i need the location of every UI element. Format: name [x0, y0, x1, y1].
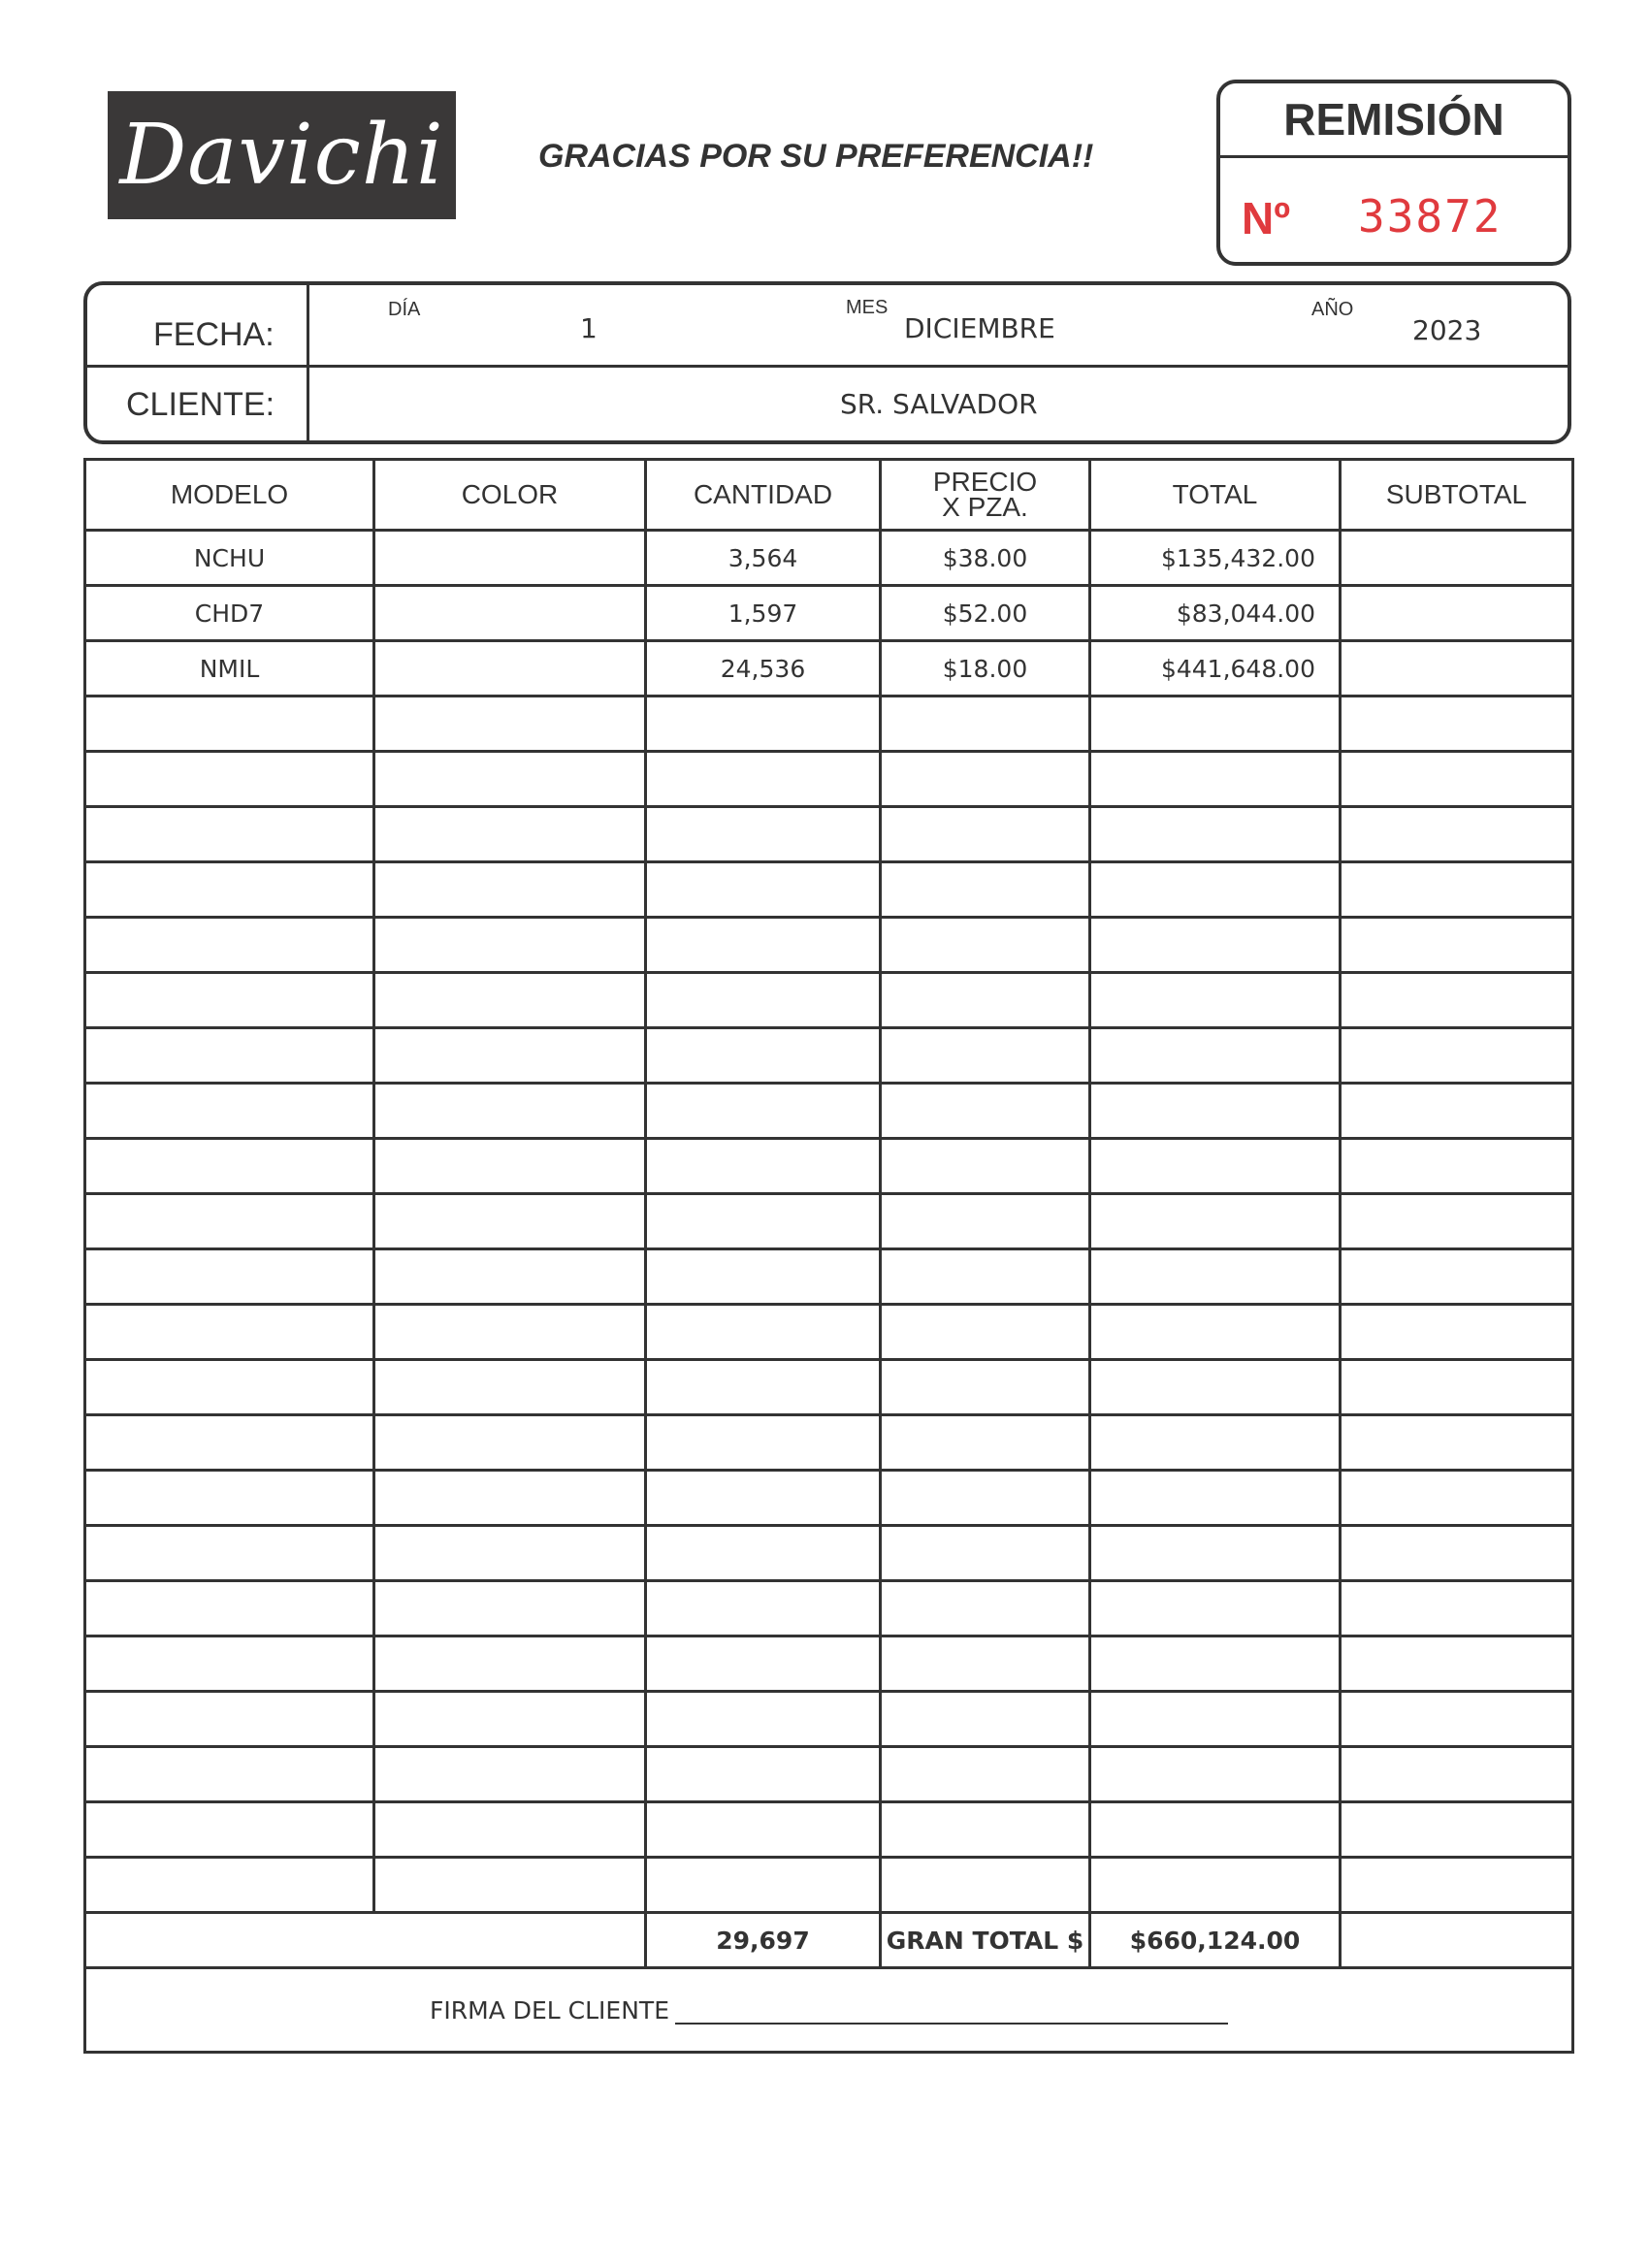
empty-cell — [374, 973, 646, 1028]
empty-cell — [85, 1636, 374, 1692]
empty-cell — [85, 918, 374, 973]
empty-cell — [374, 1471, 646, 1526]
firma-line[interactable] — [675, 2001, 1228, 2025]
totals-subtotal-blank — [1341, 1913, 1573, 1968]
empty-cell — [646, 1084, 881, 1139]
cell-precio: $52.00 — [881, 586, 1090, 641]
cell-color — [374, 531, 646, 586]
empty-cell — [646, 918, 881, 973]
empty-cell — [646, 1194, 881, 1249]
dia-label: DÍA — [388, 299, 421, 320]
table-row-empty — [85, 752, 1573, 807]
table-row-empty — [85, 1360, 1573, 1415]
empty-cell — [85, 1471, 374, 1526]
empty-cell — [1090, 862, 1341, 918]
anio-value: 2023 — [1412, 314, 1482, 346]
cliente-value: SR. SALVADOR — [840, 388, 1038, 420]
empty-cell — [1090, 1028, 1341, 1084]
table-row-empty — [85, 697, 1573, 752]
empty-cell — [646, 1139, 881, 1194]
empty-cell — [85, 752, 374, 807]
empty-cell — [85, 1415, 374, 1471]
info-box — [83, 281, 1571, 444]
empty-cell — [1341, 862, 1573, 918]
empty-cell — [1341, 1747, 1573, 1802]
empty-cell — [85, 973, 374, 1028]
empty-cell — [1341, 1858, 1573, 1913]
header-modelo: MODELO — [85, 460, 374, 531]
empty-cell — [881, 1581, 1090, 1636]
empty-cell — [85, 807, 374, 862]
empty-cell — [1090, 1249, 1341, 1305]
table-row — [85, 641, 1573, 697]
table-row — [85, 586, 1573, 641]
empty-cell — [1341, 752, 1573, 807]
empty-cell — [881, 807, 1090, 862]
table-row-empty — [85, 1858, 1573, 1913]
cell-precio: $38.00 — [881, 531, 1090, 586]
totals-cantidad: 29,697 — [646, 1913, 881, 1968]
firma-label: FIRMA DEL CLIENTE — [430, 1995, 669, 2025]
info-divider-vertical — [307, 285, 309, 440]
empty-cell — [646, 1360, 881, 1415]
empty-cell — [1090, 1471, 1341, 1526]
dia-value: 1 — [580, 312, 598, 344]
table-row — [85, 531, 1573, 586]
empty-cell — [85, 1581, 374, 1636]
empty-cell — [881, 697, 1090, 752]
empty-cell — [881, 918, 1090, 973]
empty-cell — [1341, 807, 1573, 862]
firma-row — [85, 1968, 1573, 2053]
cell-cantidad: 24,536 — [646, 641, 881, 697]
empty-cell — [881, 1084, 1090, 1139]
table-row-empty — [85, 1249, 1573, 1305]
empty-cell — [1090, 1305, 1341, 1360]
info-divider-horizontal — [87, 365, 1568, 368]
empty-cell — [1341, 1194, 1573, 1249]
empty-cell — [374, 918, 646, 973]
empty-cell — [85, 1802, 374, 1858]
empty-cell — [1341, 1471, 1573, 1526]
empty-cell — [374, 1084, 646, 1139]
empty-cell — [646, 1692, 881, 1747]
empty-cell — [85, 1858, 374, 1913]
table-row-empty — [85, 1581, 1573, 1636]
empty-cell — [1090, 1692, 1341, 1747]
empty-cell — [881, 1471, 1090, 1526]
empty-cell — [1090, 752, 1341, 807]
cell-cantidad: 3,564 — [646, 531, 881, 586]
empty-cell — [881, 752, 1090, 807]
empty-cell — [646, 1305, 881, 1360]
empty-cell — [1341, 1249, 1573, 1305]
empty-cell — [85, 1194, 374, 1249]
empty-cell — [1341, 1139, 1573, 1194]
empty-cell — [85, 862, 374, 918]
empty-cell — [374, 1858, 646, 1913]
header-precio — [881, 460, 1090, 531]
table-row-empty — [85, 1802, 1573, 1858]
empty-cell — [1090, 697, 1341, 752]
remision-box — [1216, 80, 1571, 266]
empty-cell — [1341, 1305, 1573, 1360]
empty-cell — [1341, 1636, 1573, 1692]
cell-modelo: NCHU — [85, 531, 374, 586]
empty-cell — [646, 697, 881, 752]
empty-cell — [1090, 1858, 1341, 1913]
empty-cell — [374, 1139, 646, 1194]
table-row-empty — [85, 1415, 1573, 1471]
table-row-empty — [85, 1636, 1573, 1692]
empty-cell — [1341, 1692, 1573, 1747]
table-row-empty — [85, 807, 1573, 862]
empty-cell — [1090, 1526, 1341, 1581]
empty-cell — [1341, 918, 1573, 973]
empty-cell — [85, 1139, 374, 1194]
empty-cell — [881, 1526, 1090, 1581]
empty-cell — [881, 1360, 1090, 1415]
cell-modelo: CHD7 — [85, 586, 374, 641]
empty-cell — [374, 1305, 646, 1360]
header-cantidad: CANTIDAD — [646, 460, 881, 531]
empty-cell — [374, 1692, 646, 1747]
empty-cell — [85, 1360, 374, 1415]
empty-cell — [881, 1747, 1090, 1802]
empty-cell — [374, 807, 646, 862]
empty-cell — [374, 1526, 646, 1581]
company-logo — [108, 91, 456, 219]
empty-cell — [374, 862, 646, 918]
table-row-empty — [85, 1194, 1573, 1249]
table-row-empty — [85, 1028, 1573, 1084]
empty-cell — [1090, 973, 1341, 1028]
empty-cell — [1090, 1802, 1341, 1858]
logo-text: Davichi — [119, 107, 444, 204]
empty-cell — [374, 1802, 646, 1858]
tagline: GRACIAS POR SU PREFERENCIA!! — [538, 138, 1094, 175]
empty-cell — [881, 1139, 1090, 1194]
empty-cell — [881, 1249, 1090, 1305]
cell-color — [374, 641, 646, 697]
empty-cell — [646, 1802, 881, 1858]
totals-blank — [85, 1913, 374, 1968]
header-subtotal: SUBTOTAL — [1341, 460, 1573, 531]
empty-cell — [646, 1581, 881, 1636]
mes-label: MES — [846, 297, 889, 318]
cell-cantidad: 1,597 — [646, 586, 881, 641]
cell-subtotal — [1341, 531, 1573, 586]
cell-total: $83,044.00 — [1090, 586, 1341, 641]
empty-cell — [1090, 918, 1341, 973]
empty-cell — [646, 1747, 881, 1802]
empty-cell — [881, 1028, 1090, 1084]
remision-title: REMISIÓN — [1220, 83, 1568, 158]
empty-cell — [1341, 1526, 1573, 1581]
table-row-empty — [85, 1747, 1573, 1802]
empty-cell — [881, 862, 1090, 918]
empty-cell — [374, 1747, 646, 1802]
empty-cell — [1090, 1194, 1341, 1249]
cell-total: $441,648.00 — [1090, 641, 1341, 697]
empty-cell — [646, 807, 881, 862]
cell-subtotal — [1341, 641, 1573, 697]
empty-cell — [1341, 1084, 1573, 1139]
empty-cell — [1341, 1028, 1573, 1084]
remision-number-label: Nº — [1242, 193, 1291, 243]
table-row-empty — [85, 1139, 1573, 1194]
empty-cell — [1341, 1802, 1573, 1858]
empty-cell — [1090, 807, 1341, 862]
empty-cell — [881, 1692, 1090, 1747]
empty-cell — [374, 752, 646, 807]
empty-cell — [881, 1636, 1090, 1692]
empty-cell — [85, 697, 374, 752]
items-table — [83, 458, 1574, 2054]
gran-total-value: $660,124.00 — [1090, 1913, 1341, 1968]
empty-cell — [1090, 1747, 1341, 1802]
empty-cell — [881, 973, 1090, 1028]
cell-subtotal — [1341, 586, 1573, 641]
empty-cell — [1341, 1415, 1573, 1471]
table-row-empty — [85, 1526, 1573, 1581]
empty-cell — [646, 862, 881, 918]
empty-cell — [646, 1028, 881, 1084]
cliente-label: CLIENTE: — [126, 386, 275, 423]
empty-cell — [85, 1084, 374, 1139]
empty-cell — [1341, 1581, 1573, 1636]
empty-cell — [374, 1636, 646, 1692]
header-color: COLOR — [374, 460, 646, 531]
cell-precio: $18.00 — [881, 641, 1090, 697]
empty-cell — [646, 973, 881, 1028]
empty-cell — [646, 1249, 881, 1305]
empty-cell — [1090, 1415, 1341, 1471]
empty-cell — [1090, 1636, 1341, 1692]
empty-cell — [85, 1747, 374, 1802]
empty-cell — [881, 1802, 1090, 1858]
table-row-empty — [85, 1471, 1573, 1526]
empty-cell — [646, 1471, 881, 1526]
firma-cell — [85, 1968, 1573, 2053]
cell-modelo: NMIL — [85, 641, 374, 697]
empty-cell — [374, 1249, 646, 1305]
empty-cell — [646, 752, 881, 807]
table-header-row — [85, 460, 1573, 531]
empty-cell — [374, 1194, 646, 1249]
empty-cell — [881, 1415, 1090, 1471]
header-total: TOTAL — [1090, 460, 1341, 531]
empty-cell — [1090, 1139, 1341, 1194]
empty-cell — [85, 1526, 374, 1581]
totals-blank — [374, 1913, 646, 1968]
empty-cell — [1341, 697, 1573, 752]
empty-cell — [881, 1194, 1090, 1249]
empty-cell — [646, 1526, 881, 1581]
table-row-empty — [85, 973, 1573, 1028]
empty-cell — [1341, 973, 1573, 1028]
empty-cell — [1341, 1360, 1573, 1415]
empty-cell — [881, 1305, 1090, 1360]
table-row-empty — [85, 862, 1573, 918]
empty-cell — [85, 1249, 374, 1305]
cell-total: $135,432.00 — [1090, 531, 1341, 586]
cell-color — [374, 586, 646, 641]
empty-cell — [646, 1415, 881, 1471]
table-row-empty — [85, 1305, 1573, 1360]
empty-cell — [1090, 1360, 1341, 1415]
empty-cell — [374, 1028, 646, 1084]
table-row-empty — [85, 1692, 1573, 1747]
fecha-label: FECHA: — [153, 316, 275, 353]
empty-cell — [85, 1028, 374, 1084]
empty-cell — [85, 1305, 374, 1360]
mes-value: DICIEMBRE — [904, 312, 1055, 344]
anio-label: AÑO — [1311, 299, 1354, 320]
table-row-empty — [85, 918, 1573, 973]
totals-row — [85, 1913, 1573, 1968]
empty-cell — [85, 1692, 374, 1747]
empty-cell — [374, 1415, 646, 1471]
empty-cell — [1090, 1581, 1341, 1636]
table-row-empty — [85, 1084, 1573, 1139]
empty-cell — [646, 1636, 881, 1692]
empty-cell — [374, 1581, 646, 1636]
empty-cell — [374, 1360, 646, 1415]
empty-cell — [374, 697, 646, 752]
empty-cell — [881, 1858, 1090, 1913]
remision-number: 33872 — [1358, 190, 1503, 243]
empty-cell — [646, 1858, 881, 1913]
empty-cell — [1090, 1084, 1341, 1139]
gran-total-label: GRAN TOTAL $ — [881, 1913, 1090, 1968]
header-precio-text: PRECIO X PZA. — [932, 467, 1038, 522]
